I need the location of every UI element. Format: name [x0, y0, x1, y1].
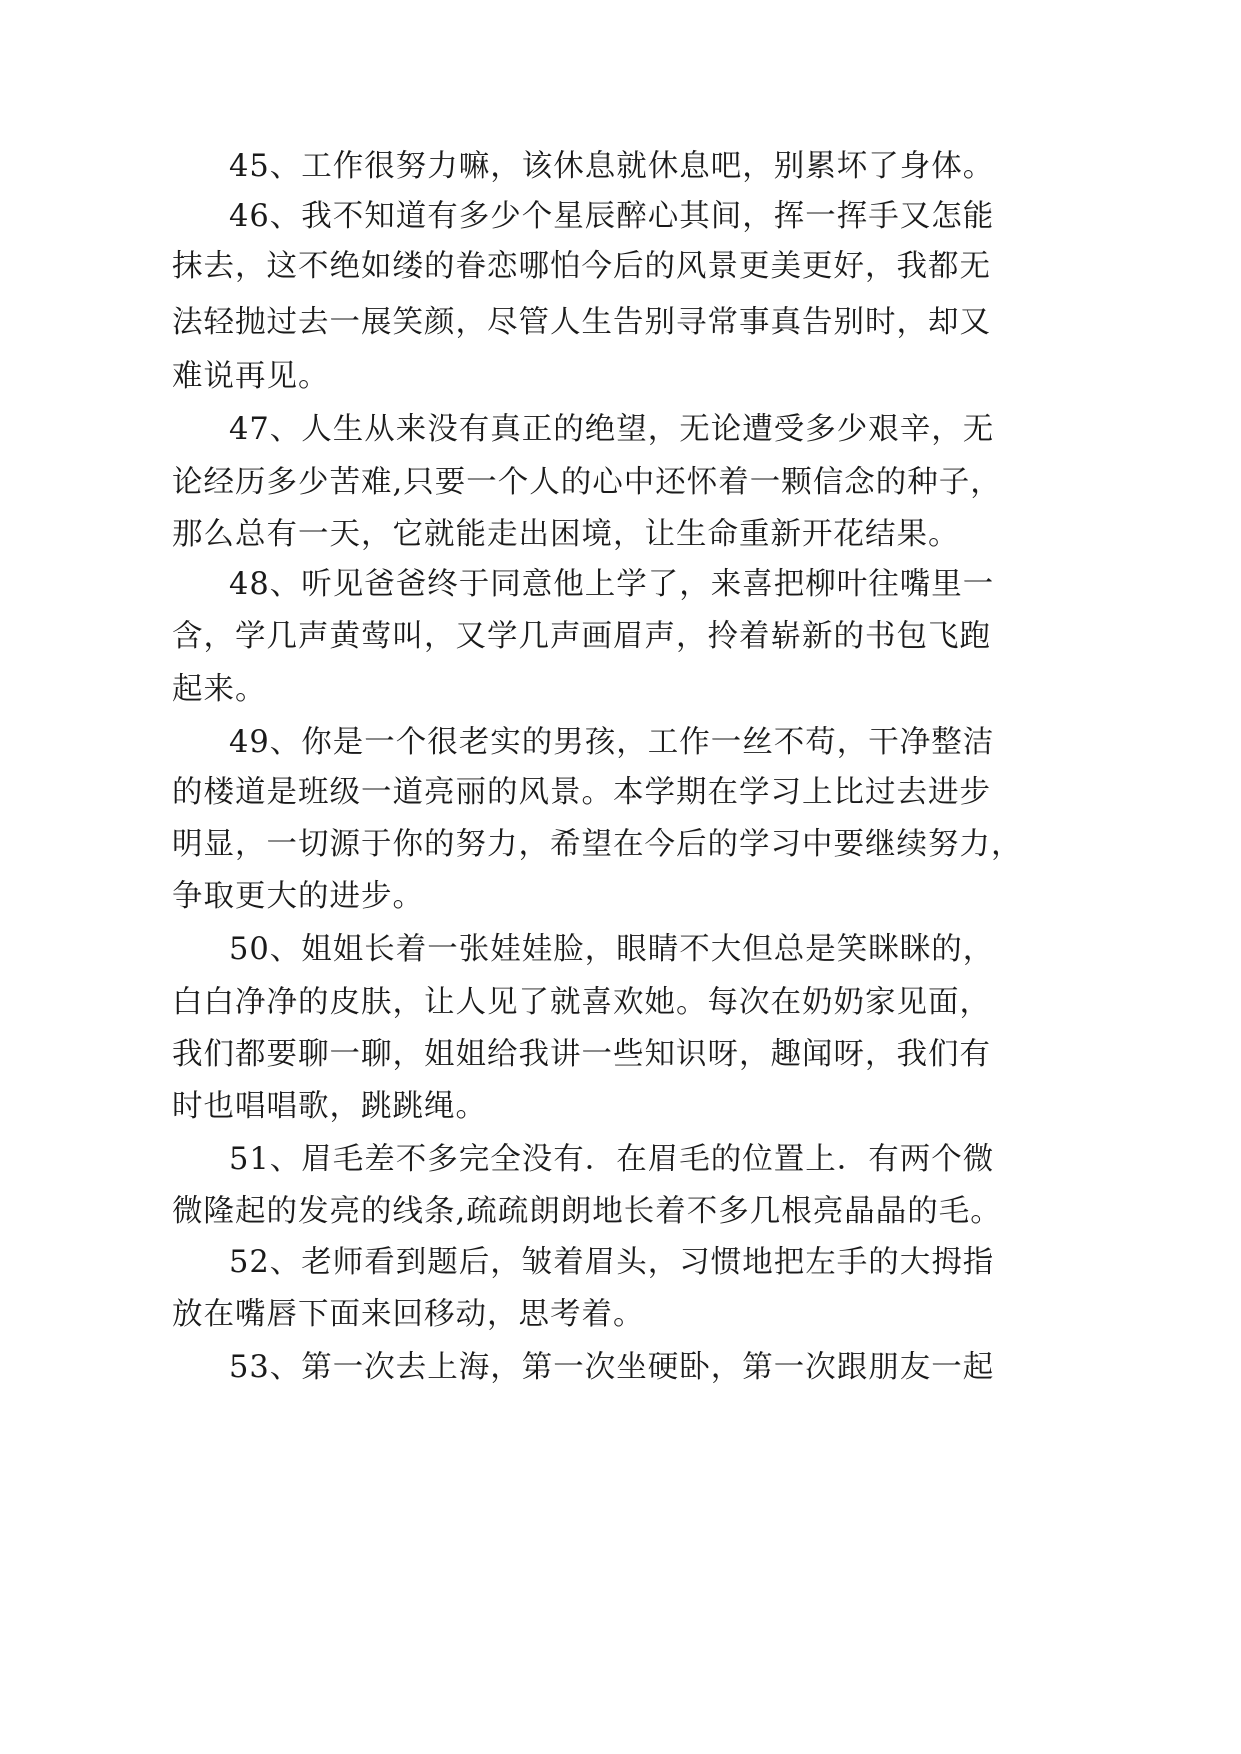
text-line: 放在嘴唇下面来回移动，思考着。	[172, 1297, 645, 1332]
text-line: 的楼道是班级一道亮丽的风景。本学期在学习上比过去进步	[172, 775, 991, 810]
text-line: 含，学几声黄莺叫，又学几声画眉声，拎着崭新的书包飞跑	[172, 619, 991, 654]
text-line: 法轻抛过去一展笑颜，尽管人生告别寻常事真告别时，却又	[172, 305, 991, 340]
text-line: 论经历多少苦难,只要一个人的心中还怀着一颗信念的种子，	[172, 465, 1002, 500]
text-line: 那么总有一天，它就能走出困境，让生命重新开花结果。	[172, 517, 960, 552]
text-line: 我们都要聊一聊，姐姐给我讲一些知识呀，趣闻呀，我们有	[172, 1037, 991, 1072]
text-line: 白白净净的皮肤，让人见了就喜欢她。每次在奶奶家见面，	[172, 985, 991, 1020]
text-line: 45、工作很努力嘛，该休息就休息吧，别累坏了身体。	[229, 149, 995, 184]
text-line: 起来。	[172, 672, 267, 707]
text-line: 争取更大的进步。	[172, 879, 424, 914]
text-line: 49、你是一个很老实的男孩，工作一丝不苟，干净整洁	[229, 725, 995, 760]
text-line: 52、老师看到题后，皱着眉头，习惯地把左手的大拇指	[229, 1245, 995, 1280]
text-line: 时也唱唱歌，跳跳绳。	[172, 1089, 487, 1124]
text-line: 微隆起的发亮的线条,疏疏朗朗地长着不多几根亮晶晶的毛。	[172, 1194, 1002, 1229]
text-line: 46、我不知道有多少个星辰醉心其间，挥一挥手又怎能	[229, 199, 995, 234]
text-line: 明显，一切源于你的努力，希望在今后的学习中要继续努力，	[172, 827, 1023, 862]
text-line: 难说再见。	[172, 359, 330, 394]
text-line: 47、人生从来没有真正的绝望，无论遭受多少艰辛，无	[229, 412, 995, 447]
text-line: 抹去，这不绝如缕的眷恋哪怕今后的风景更美更好，我都无	[172, 249, 991, 284]
text-line: 51、眉毛差不多完全没有．在眉毛的位置上．有两个微	[229, 1142, 995, 1177]
text-line: 48、听见爸爸终于同意他上学了，来喜把柳叶往嘴里一	[229, 567, 995, 602]
text-line: 53、第一次去上海，第一次坐硬卧，第一次跟朋友一起	[229, 1350, 995, 1385]
text-line: 50、姐姐长着一张娃娃脸，眼睛不大但总是笑眯眯的，	[229, 932, 995, 967]
